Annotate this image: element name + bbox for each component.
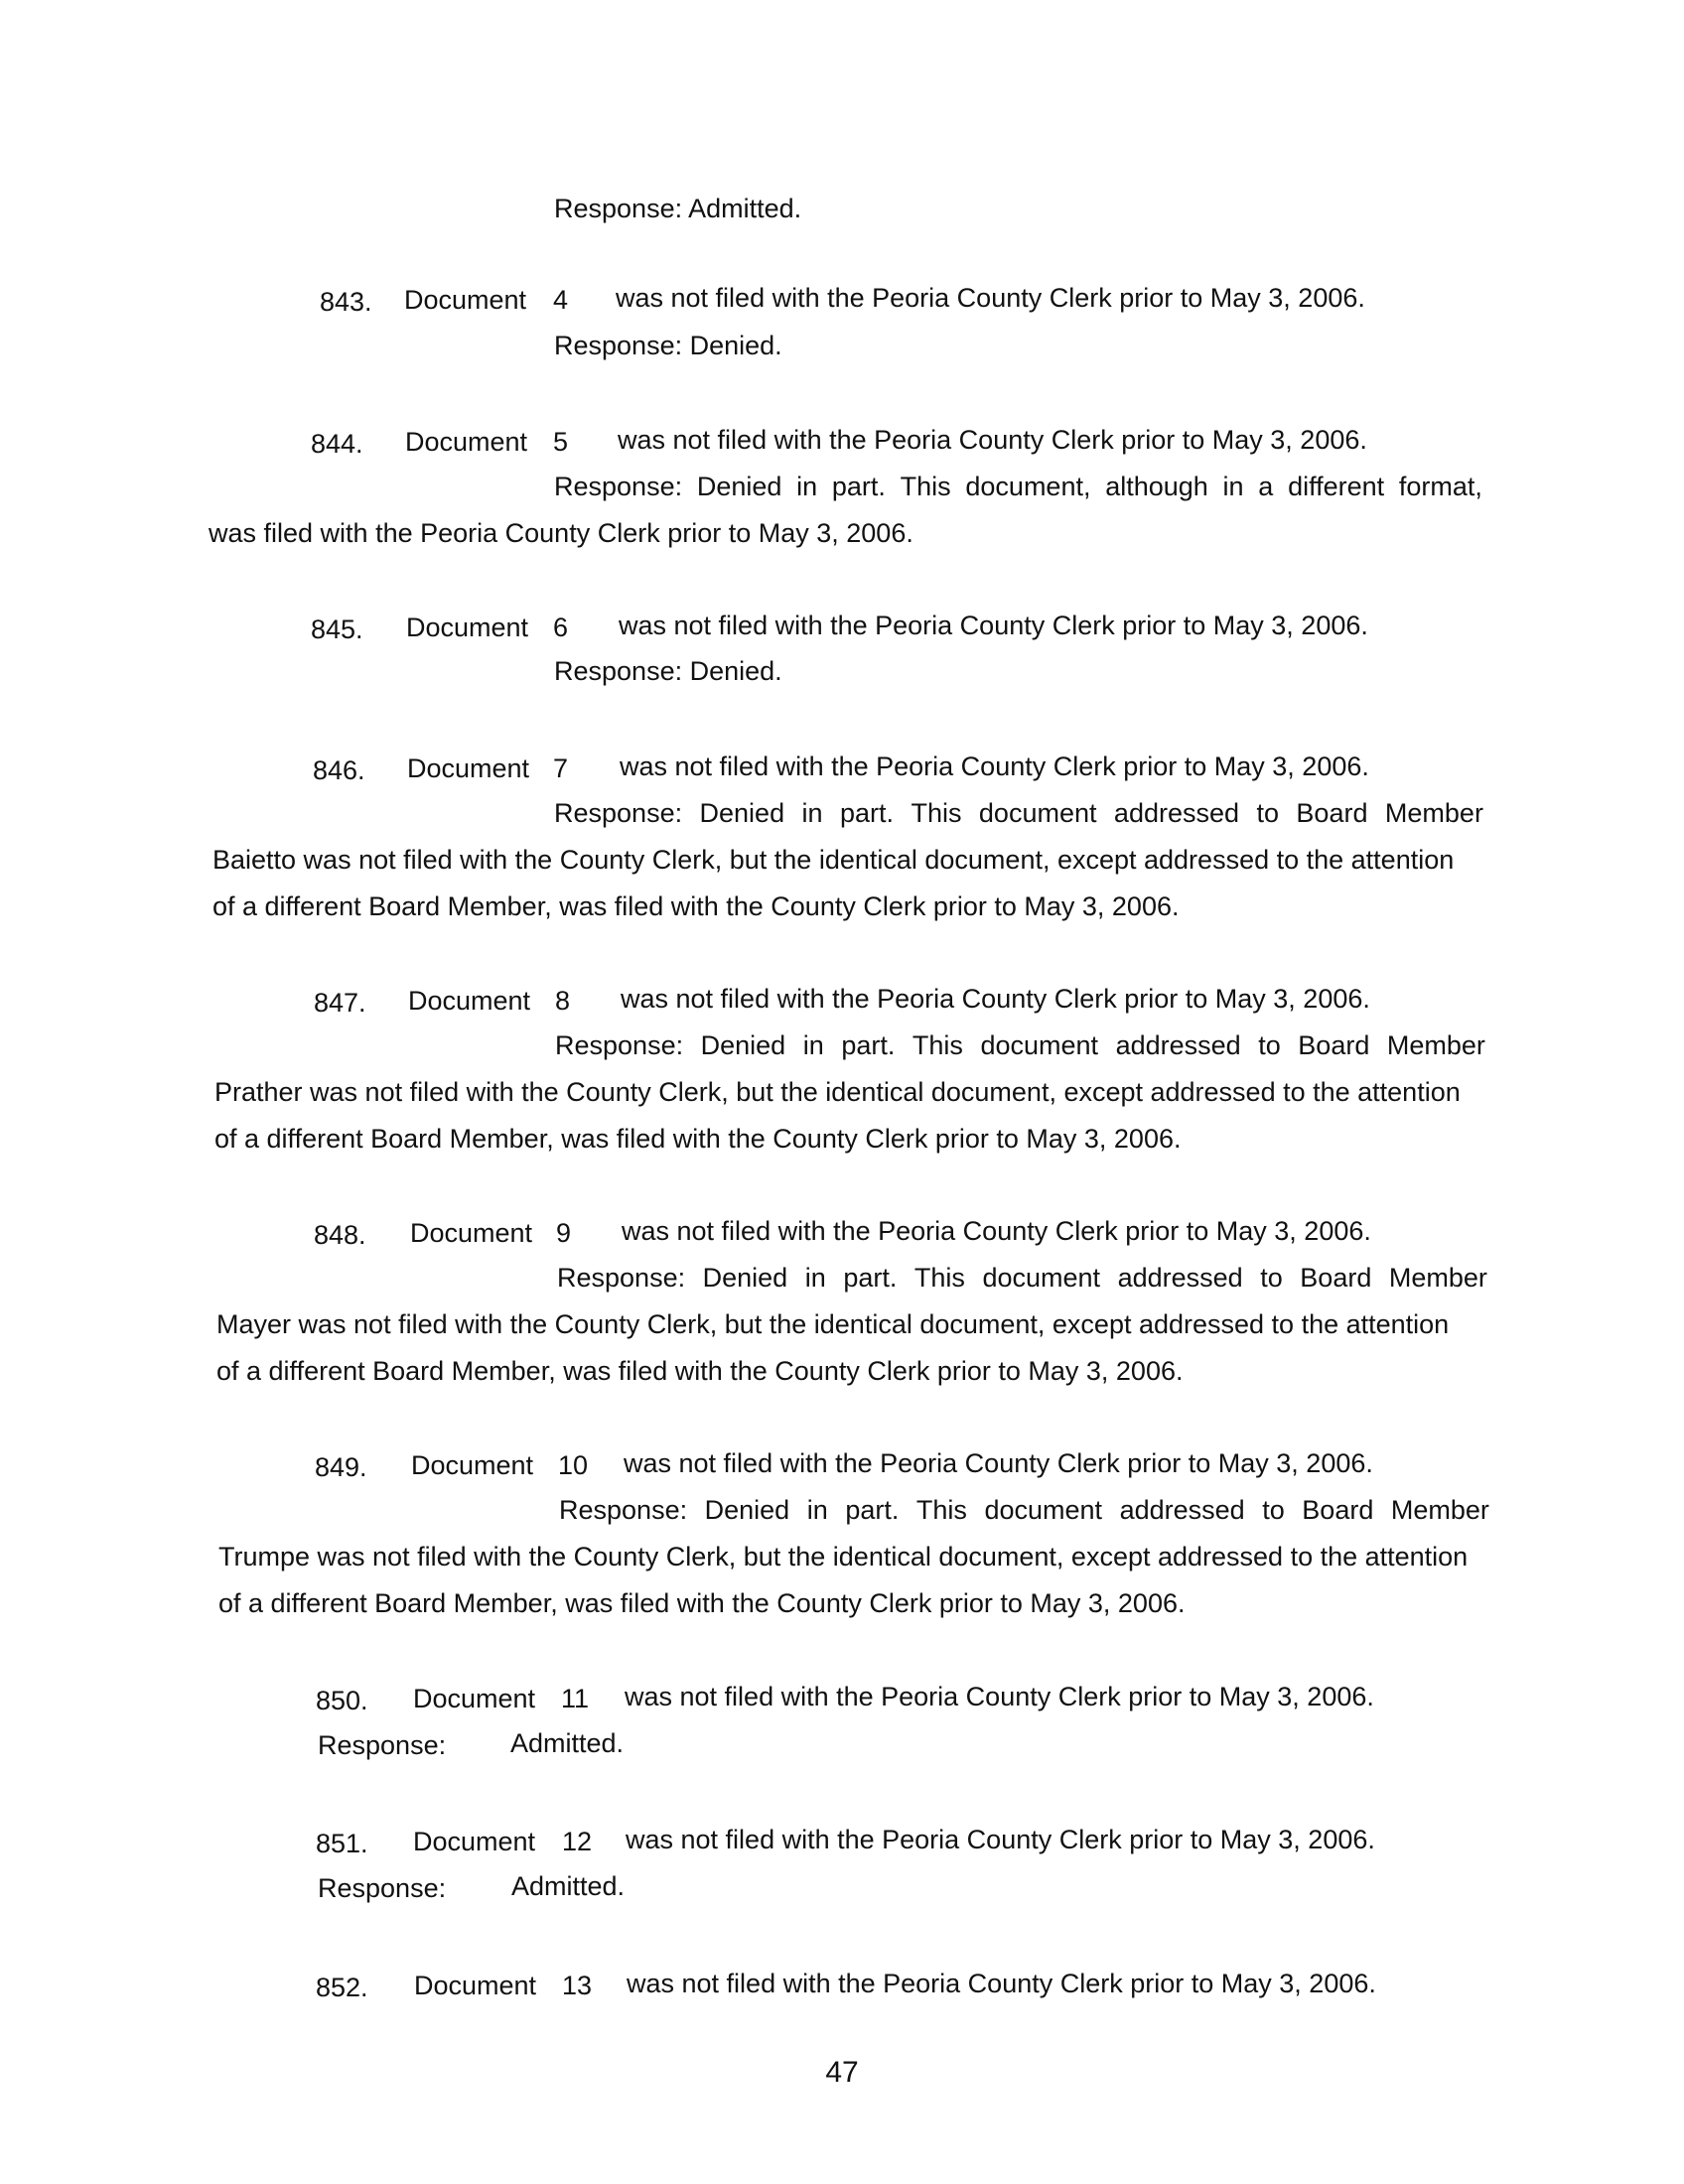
item-document-number: 9 [556,1218,572,1248]
item-document-label: Document [410,1218,533,1248]
item-number: 846. [313,755,365,785]
item-document-number: 4 [553,285,569,315]
item-response-label: Response: [318,1730,447,1760]
item-statement: was not filed with the Peoria County Clerk prior to May 3, 2006. [622,1216,1371,1246]
item-document-number: 7 [553,753,569,783]
item-number: 848. [314,1220,366,1250]
item-response-continuation: Trumpe was not filed with the County Clerk, but the identical document, except addressed to the attention [218,1542,1469,1571]
item-number: 845. [311,614,363,644]
item-response-continuation: of a different Board Member, was filed with the County Clerk prior to May 3, 2006. [212,891,1180,921]
item-response-value: Admitted. [510,1728,625,1758]
item-document-number: 6 [553,613,569,642]
item-document-number: 5 [553,427,569,457]
item-number: 843. [320,287,372,317]
item-statement: was not filed with the Peoria County Clerk prior to May 3, 2006. [618,425,1367,455]
item-document-label: Document [407,753,530,783]
item-response-continuation: was filed with the Peoria County Clerk prior to May 3, 2006. [209,518,913,548]
item-document-label: Document [406,613,529,642]
item-number: 852. [316,1973,368,2002]
item-document-label: Document [408,986,531,1016]
item-document-label: Document [411,1450,534,1480]
item-number: 844. [311,429,363,459]
item-response: Response: Denied. [554,331,782,360]
item-document-number: 10 [558,1450,589,1480]
item-document-label: Document [404,285,527,315]
item-document-number: 11 [561,1684,590,1713]
item-statement: was not filed with the Peoria County Clerk prior to May 3, 2006. [627,1969,1376,1998]
item-statement: was not filed with the Peoria County Clerk prior to May 3, 2006. [616,283,1365,313]
item-statement: was not filed with the Peoria County Clerk prior to May 3, 2006. [619,611,1368,640]
item-response-continuation: Mayer was not filed with the County Clerk, but the identical document, except addressed to the attention [216,1309,1450,1339]
item-response-continuation: of a different Board Member, was filed with the County Clerk prior to May 3, 2006. [216,1356,1184,1386]
item-response: Response: Denied. [554,656,782,686]
item-response: Response: Denied in part. This document addressed to Board Member [557,1263,1487,1293]
item-document-label: Document [414,1971,537,2000]
opening-response: Response: Admitted. [554,194,802,223]
item-response: Response: Denied in part. This document, although in a different format, [554,472,1482,501]
item-statement: was not filed with the Peoria County Clerk prior to May 3, 2006. [625,1682,1374,1711]
item-response-continuation: Baietto was not filed with the County Clerk, but the identical document, except addressed to the attention [212,845,1455,875]
item-document-label: Document [405,427,528,457]
item-response: Response: Denied in part. This document addressed to Board Member [555,1030,1485,1060]
item-number: 849. [315,1452,367,1482]
item-statement: was not filed with the Peoria County Clerk prior to May 3, 2006. [620,751,1369,781]
item-document-number: 13 [562,1971,593,2000]
item-number: 847. [314,988,366,1018]
item-response-continuation: of a different Board Member, was filed with the County Clerk prior to May 3, 2006. [218,1588,1186,1618]
item-response-continuation: Prather was not filed with the County Clerk, but the identical document, except addressed to the attention [214,1077,1461,1107]
item-document-label: Document [413,1684,536,1713]
page-number: 47 [825,2056,859,2089]
item-document-number: 8 [555,986,571,1016]
item-response-label: Response: [318,1873,447,1903]
item-statement: was not filed with the Peoria County Clerk prior to May 3, 2006. [624,1448,1373,1478]
item-document-label: Document [413,1827,536,1856]
item-response: Response: Denied in part. This document addressed to Board Member [554,798,1483,828]
item-response: Response: Denied in part. This document addressed to Board Member [559,1495,1489,1525]
item-response-value: Admitted. [511,1871,626,1901]
item-response-continuation: of a different Board Member, was filed with the County Clerk prior to May 3, 2006. [214,1124,1182,1154]
item-statement: was not filed with the Peoria County Clerk prior to May 3, 2006. [626,1825,1375,1854]
item-document-number: 12 [562,1827,593,1856]
item-number: 851. [316,1829,368,1858]
item-number: 850. [316,1686,368,1715]
item-statement: was not filed with the Peoria County Clerk prior to May 3, 2006. [621,984,1370,1014]
